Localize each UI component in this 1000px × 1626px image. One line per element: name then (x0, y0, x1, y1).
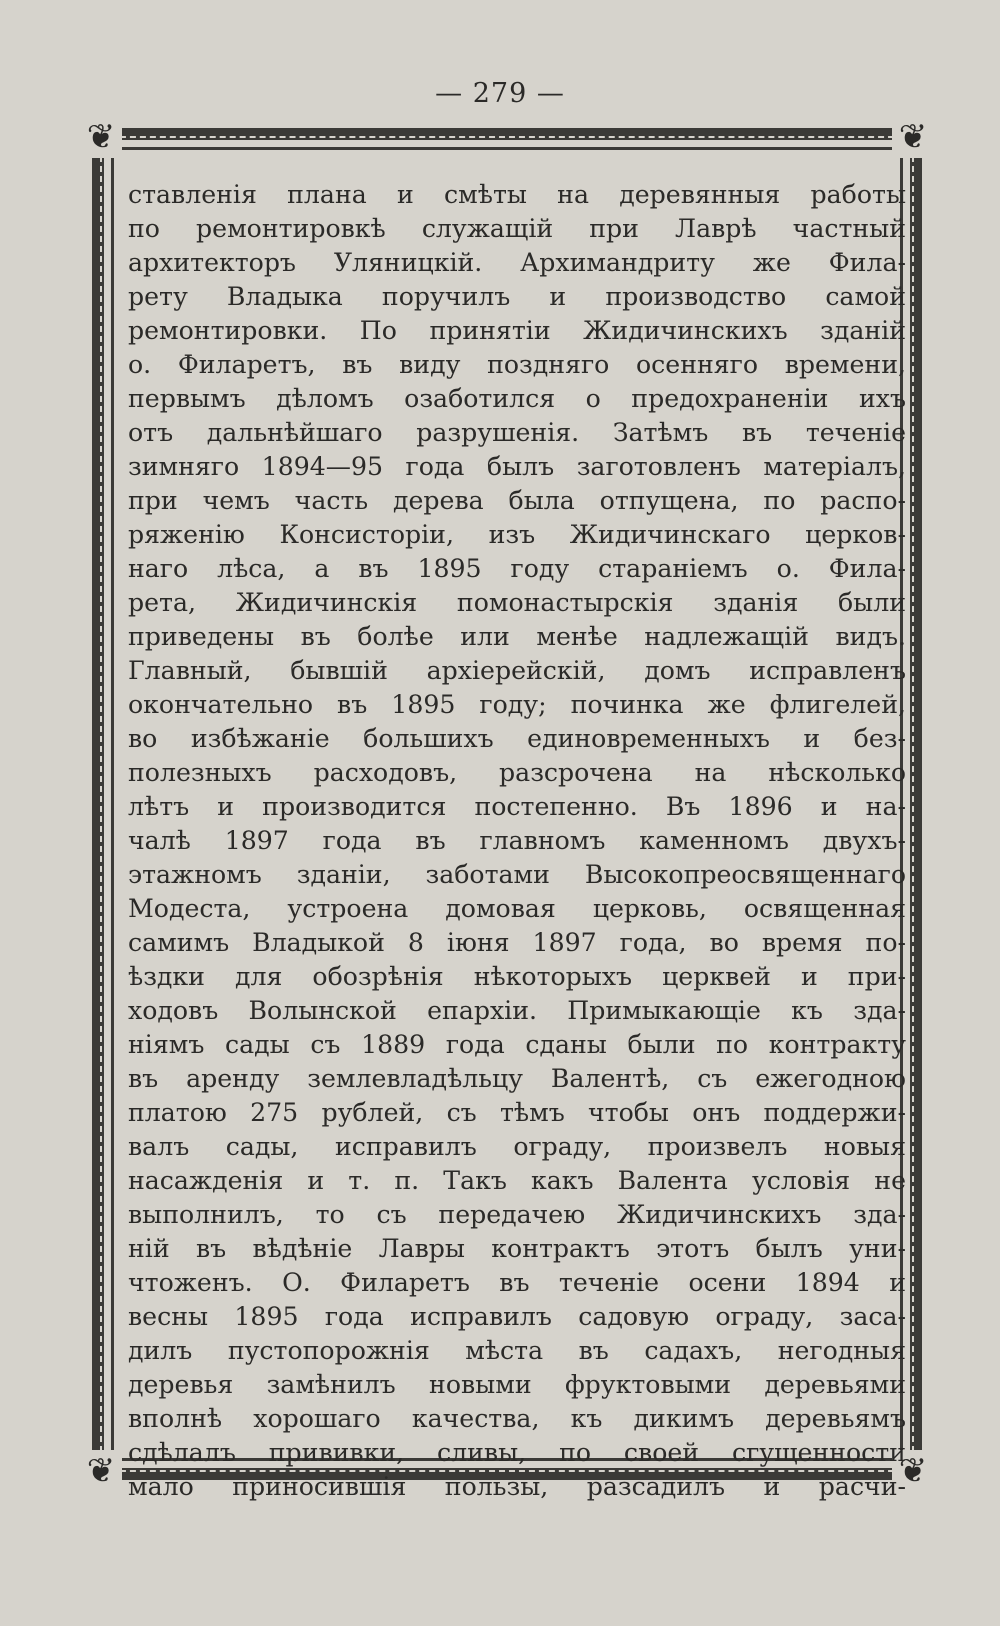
text-line: во избѣжаніе большихъ единовременныхъ и без- (128, 724, 906, 753)
text-line: рету Владыка поручилъ и производство самой (128, 282, 906, 311)
corner-ornament-icon: ❦ (80, 116, 122, 158)
text-line: деревья замѣнилъ новыми фруктовыми деревьями (128, 1370, 906, 1399)
text-line: дилъ пустопорожнія мѣста въ садахъ, негодныя (128, 1336, 906, 1365)
text-line: ремонтировки. По принятіи Жидичинскихъ зданій (128, 316, 906, 345)
text-line: мало приносившія пользы, разсадилъ и расчи- (128, 1472, 906, 1501)
text-line: полезныхъ расходовъ, разсрочена на нѣсколько (128, 758, 906, 787)
text-line: ѣздки для обозрѣнія нѣкоторыхъ церквей и при- (128, 962, 906, 991)
text-line: сдѣлалъ прививки, сливы, по своей сгущенности (128, 1438, 906, 1467)
text-line: ставленія плана и смѣты на деревянныя работы (128, 180, 906, 209)
text-line: Модеста, устроена домовая церковь, освященная (128, 894, 906, 923)
text-line: зимняго 1894—95 года былъ заготовленъ матеріалъ, (128, 452, 906, 481)
text-line: насажденія и т. п. Такъ какъ Валента условія не (128, 1166, 906, 1195)
text-line: наго лѣса, а въ 1895 году стараніемъ о. Фила- (128, 554, 906, 583)
text-line: отъ дальнѣйшаго разрушенія. Затѣмъ въ теченіе (128, 418, 906, 447)
text-line: ніямъ сады съ 1889 года сданы были по контракту (128, 1030, 906, 1059)
body-text (128, 178, 906, 1504)
text-line: окончательно въ 1895 году; починка же флигелей, (128, 690, 906, 719)
text-line: приведены въ болѣе или менѣе надлежащій видъ. (128, 622, 906, 651)
text-line: ній въ вѣдѣніе Лавры контрактъ этотъ былъ уни- (128, 1234, 906, 1263)
text-line: ряженію Консисторіи, изъ Жидичинскаго церков- (128, 520, 906, 549)
text-line: лѣтъ и производится постепенно. Въ 1896 и на- (128, 792, 906, 821)
text-line: платою 275 рублей, съ тѣмъ чтобы онъ поддержи- (128, 1098, 906, 1127)
corner-ornament-icon: ❦ (80, 1450, 122, 1492)
page-number: — 279 — (435, 78, 565, 109)
text-line: въ аренду землевладѣльцу Валентѣ, съ ежегодною (128, 1064, 906, 1093)
text-line: чтоженъ. О. Филаретъ въ теченіе осени 1894 и (128, 1268, 906, 1297)
text-line: первымъ дѣломъ озаботился о предохраненіи ихъ (128, 384, 906, 413)
text-line: при чемъ часть дерева была отпущена, по распо- (128, 486, 906, 515)
text-line: чалѣ 1897 года въ главномъ каменномъ двухъ- (128, 826, 906, 855)
text-line: о. Филаретъ, въ виду поздняго осенняго времени, (128, 350, 906, 379)
corner-ornament-icon: ❦ (892, 1450, 934, 1492)
corner-ornament-icon: ❦ (892, 116, 934, 158)
text-line: вполнѣ хорошаго качества, къ дикимъ деревьямъ (128, 1404, 906, 1433)
text-line: выполнилъ, то съ передачею Жидичинскихъ зда- (128, 1200, 906, 1229)
text-line: ходовъ Волынской епархіи. Примыкающіе къ зда- (128, 996, 906, 1025)
text-line: Главный, бывшій архіерейскій, домъ исправленъ (128, 656, 906, 685)
text-line: весны 1895 года исправилъ садовую ограду, заса- (128, 1302, 906, 1331)
text-line: архитекторъ Уляницкій. Архимандриту же Фила- (128, 248, 906, 277)
text-line: самимъ Владыкой 8 іюня 1897 года, во время по- (128, 928, 906, 957)
text-line: рета, Жидичинскія помонастырскія зданія были (128, 588, 906, 617)
text-line: этажномъ зданіи, заботами Высокопреосвященнаго (128, 860, 906, 889)
text-line: валъ сады, исправилъ ограду, произвелъ новыя (128, 1132, 906, 1161)
text-line: по ремонтировкѣ служащій при Лаврѣ частный (128, 214, 906, 243)
